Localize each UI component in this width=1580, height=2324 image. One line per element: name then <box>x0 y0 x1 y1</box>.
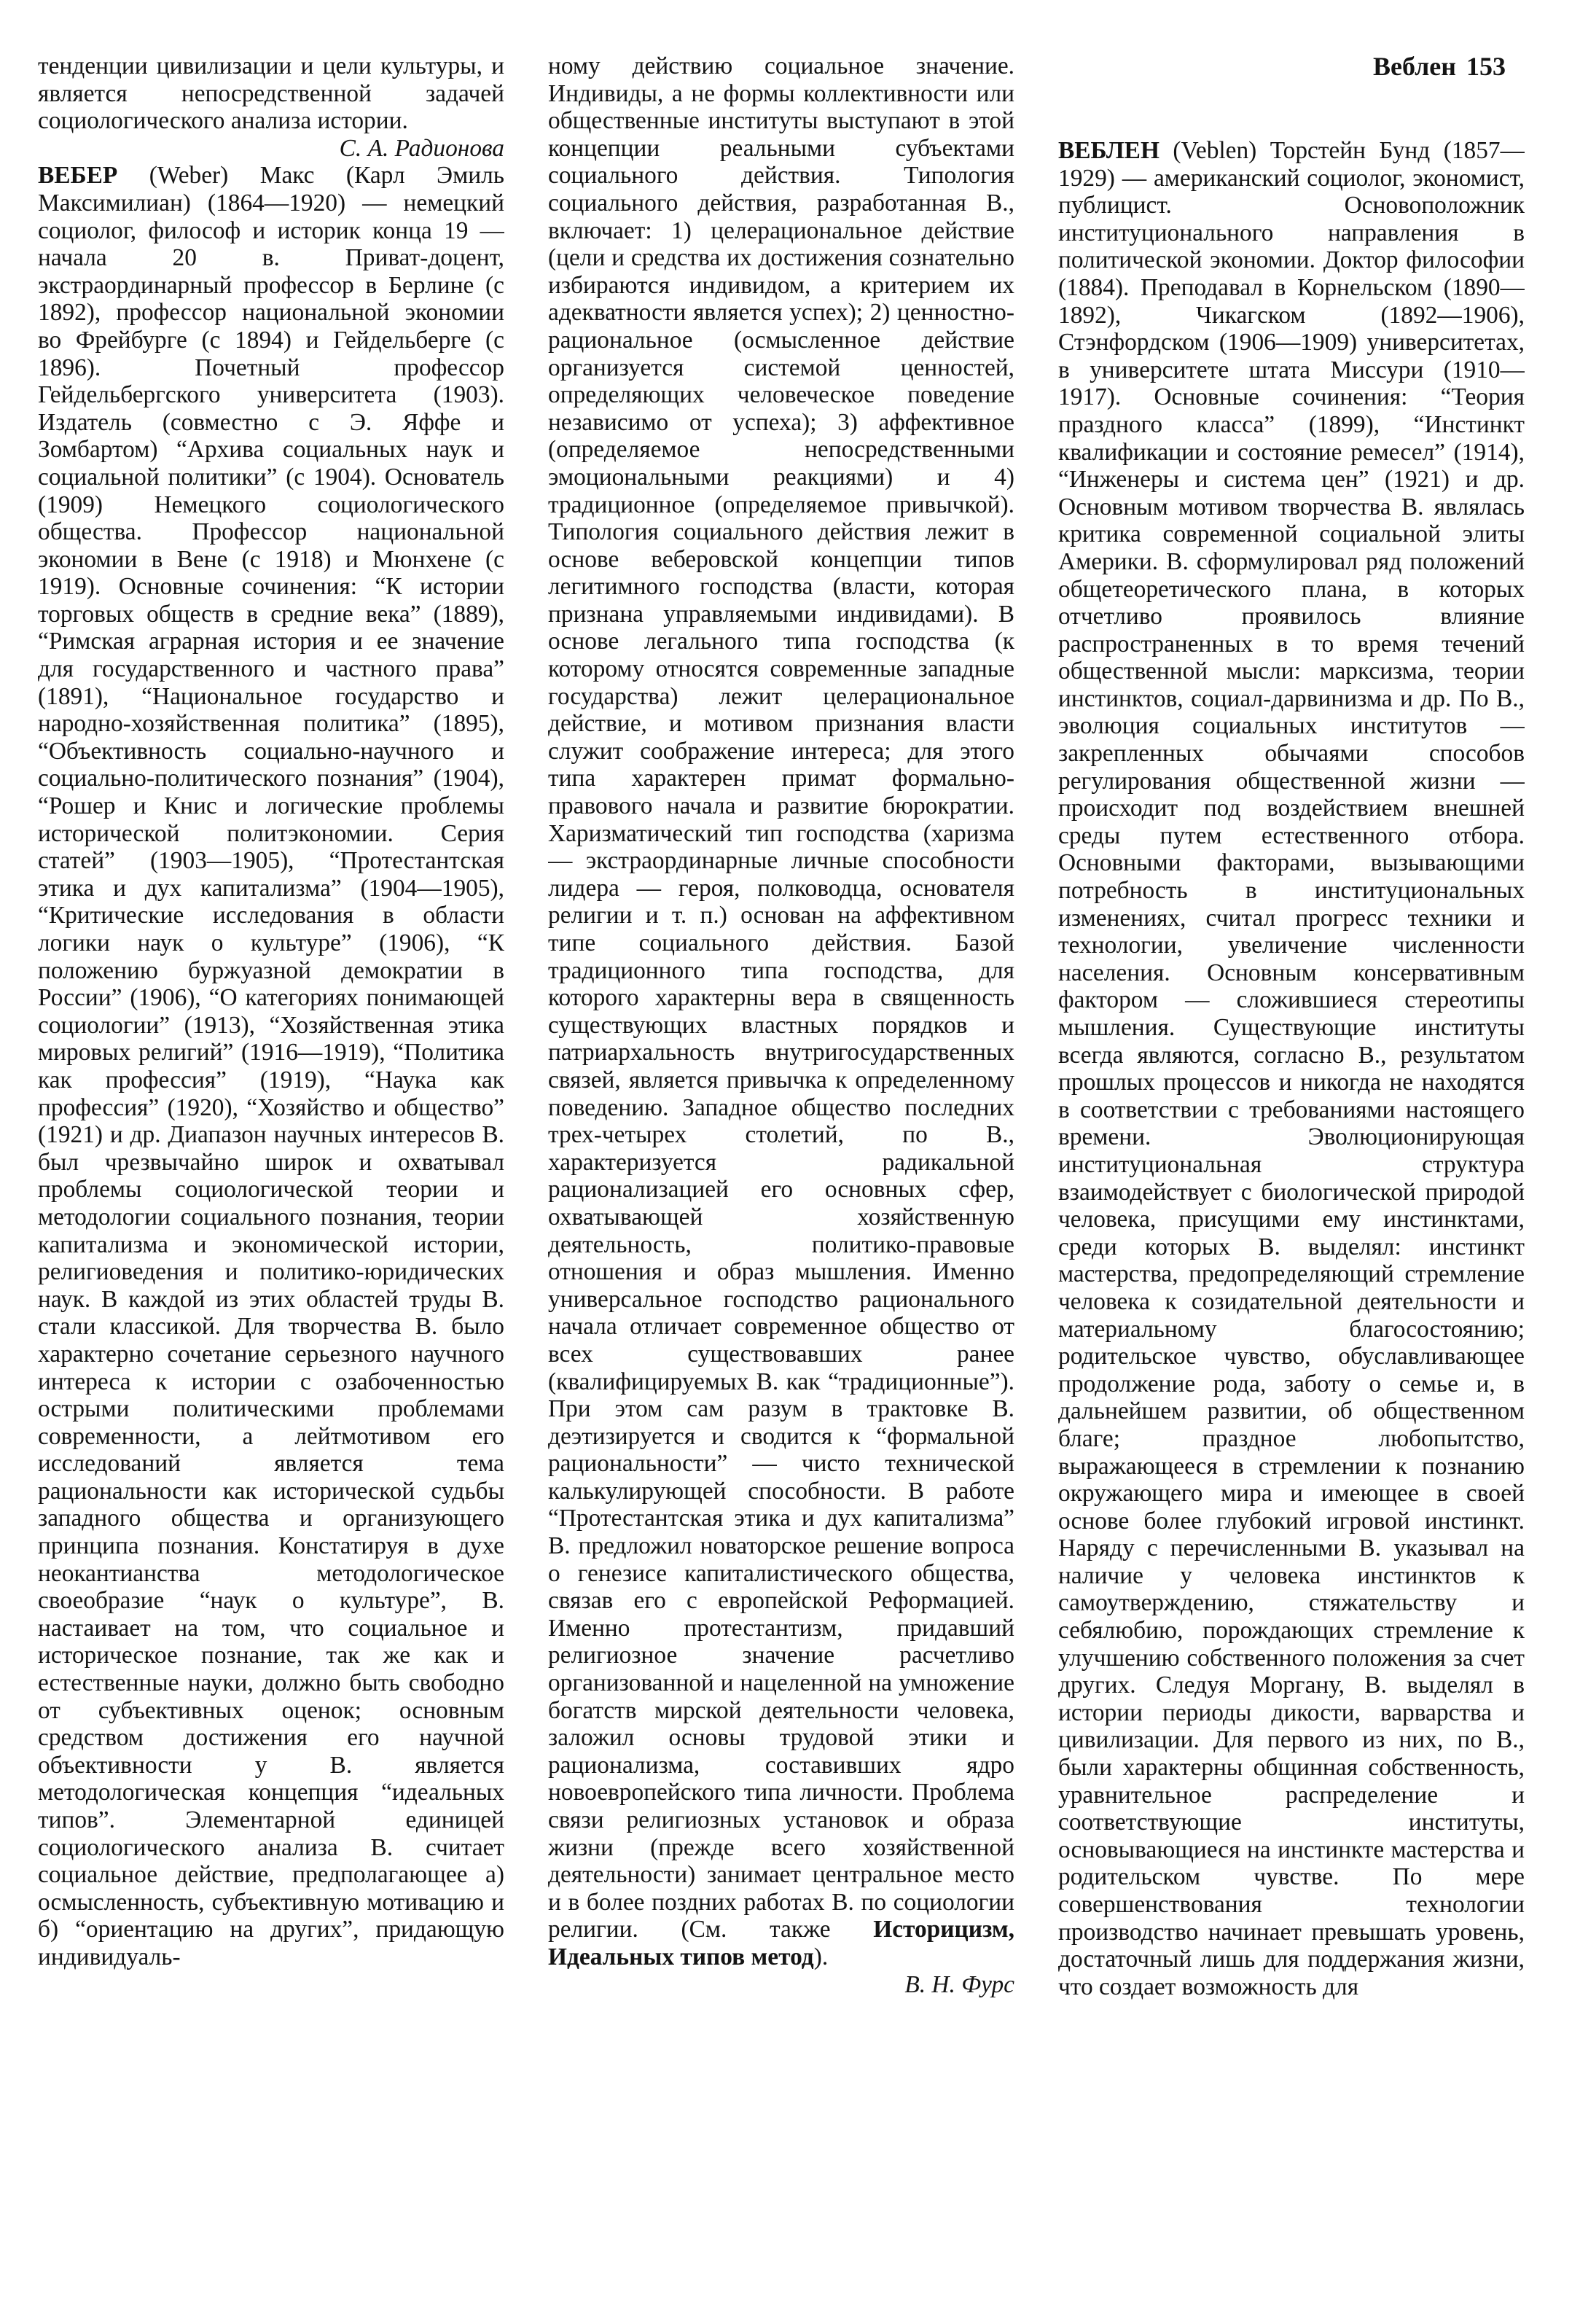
column-middle <box>548 52 1014 2239</box>
running-header-title: Веблен <box>1372 52 1456 81</box>
cross-reference-close: ). <box>813 1943 829 1970</box>
entry-weber <box>38 162 504 1970</box>
entry-weber-latin: (Weber) <box>149 162 229 190</box>
column-right <box>1058 137 1525 2324</box>
entry-veblen-latin: (Veblen) <box>1173 137 1257 164</box>
page-number: 153 <box>1466 52 1506 81</box>
previous-entry-author: С. А. Радионова <box>339 134 504 162</box>
cross-reference: Историцизм, Идеальных типов метод <box>548 1916 1014 1970</box>
entry-veblen-headword: ВЕБЛЕН <box>1058 137 1159 164</box>
running-header <box>1373 51 1506 82</box>
entry-weber-headword: ВЕБЕР <box>38 162 118 190</box>
column-left <box>38 52 504 2239</box>
previous-entry-tail: тенденции цивилизации и цели культуры, и является непосредственной задачей социологического анализа истории. <box>38 52 504 135</box>
entry-weber-continued-body: ному действию социальное значение. Индивиды, а не формы коллективности или общественные институты выступают в этой концепции реальными субъектами социального действия. Типология социального действия, разработанная В., включает: 1) целерациональное действие (цели и средства их достижения сознательно избираются индивидом, а критерием их адекватности является успех); 2) ценностно-рациональное (осмысленное действие организуется системой ценностей, определяющих человеческое поведение независимо от успеха); 3) аффективное (определяемое непосредственными эмоциональными реакциями) и 4) традиционное (определяемое привычкой). Типология социального действия лежит в основе веберовской концепции типов легитимного господства (власти, которая признана управляемыми индивидами). В основе легального типа господства (к которому относятся современные западные государства) лежит целерациональное действие, и мотивом признания власти служит соображение интереса; для этого типа характерен примат формально-правового начала и развитие бюрократии. Харизматический тип господства (харизма — экстраординарные личные способности лидера — героя, полководца, основателя религии и т. п.) основан на аффективном типе социального действия. Базой традиционного типа господства, для которого характерны вера в священность существующих властных порядков и патриархальность внутригосударственных связей, является привычка к определенному поведению. Западное общество последних трех-четырех столетий, по В., характеризуется радикальной рационализацией его основных сфер, охватывающей хозяйственную деятельность, политико-правовые отношения и образ мышления. Именно универсальное господство рационального начала отличает современное общество от всех существовавших ранее (квалифицируемых В. как “традиционные”). При этом сам разум в трактовке В. деэтизируется и сводится к “формальной рациональности” — чисто технической калькулирующей способности. В работе “Протестантская этика и дух капитализма” В. предложил новаторское решение вопроса о генезисе капиталистического общества, связав его с европейской Реформацией. Именно протестантизм, придавший религиозное значение расчетливо организованной и нацеленной на умножение богатств мирской деятельности человека, заложил основы трудовой этики и рационализма, составивших ядро новоевропейского типа личности. Проблема связи религиозных установок и образа жизни (прежде всего хозяйственной деятельности) занимает центральное место и в более поздних работах В. по социологии религии. (См. также <box>548 52 1014 1943</box>
entry-veblen <box>1058 137 1525 2000</box>
entry-veblen-body: Торстейн Бунд (1857—1929) — американский социолог, экономист, публицист. Основоположник институционального направления в политической экономии. Доктор философии (1884). Преподавал в Корнельском (1890—1892), Чикагском (1892—1906), Стэнфордском (1906—1909) университетах, в университете штата Миссури (1910—1917). Основные сочинения: “Теория праздного класса” (1899), “Инстинкт квалификации и состояние ремесел” (1914), “Инженеры и система цен” (1921) и др. Основным мотивом творчества В. являлась критика современной социальной элиты Америки. В. сформулировал ряд положений общетеоретического плана, в которых отчетливо проявилось влияние распространенных в то время течений общественной мысли: марксизма, теории инстинктов, социал-дарвинизма и др. По В., эволюция социальных институтов — закрепленных обычаями способов регулирования общественной жизни — происходит под воздействием внешней среды путем естественного отбора. Основными факторами, вызывающими потребность в институциональных изменениях, считал прогресс техники и технологии, увеличение численности населения. Основным консервативным фактором — сложившиеся стереотипы мышления. Существующие институты всегда являются, согласно В., результатом прошлых процессов и никогда не находятся в соответствии с требованиями настоящего времени. Эволюционирующая институциональная структура взаимодействует с биологической природой человека, присущими ему инстинктами, среди которых В. выделял: инстинкт мастерства, предопределяющий стремление человека к созидательной деятельности и материальному благосостоянию; родительское чувство, обуславливающее продолжение рода, заботу о семье и, в дальнейшем развитии, об общественном благе; праздное любопытство, выражающееся в стремлении к познанию окружающего мира и имеющее в своей основе более глубокий игровой инстинкт. Наряду с перечисленными В. указывал на наличие у человека инстинктов к самоутверждению, стяжательству и себялюбию, порождающих стремление к улучшению собственного положения за счет других. Следуя Моргану, В. выделял в истории периоды дикости, варварства и цивилизации. Для первого из них, по В., были характерны общинная собственность, уравнительное распределение и соответствующие институты, основывающиеся на инстинкте мастерства и родительском чувстве. По мере совершенствования технологии производство начинает превышать уровень, достаточный лишь для поддержания жизни, что создает возможность для <box>1058 137 1525 2000</box>
entry-weber-author: В. Н. Фурс <box>904 1970 1014 1998</box>
entry-weber-continued <box>548 52 1014 1971</box>
entry-weber-body: Макс (Карл Эмиль Максимилиан) (1864—1920) — немецкий социолог, философ и историк конца 19 — начала 20 в. Приват-доцент, экстраординарный профессор в Берлине (с 1892), профессор национальной экономии во Фрейбурге (с 1894) и Гейдельберге (с 1896). Почетный профессор Гейдельбергского университета (1903). Издатель (совместно с Э. Яффе и Зомбартом) “Архива социальных наук и социальной политики” (с 1904). Основатель (1909) Немецкого социологического общества. Профессор национальной экономии в Вене (с 1918) и Мюнхене (с 1919). Основные сочинения: “К истории торговых обществ в средние века” (1889), “Римская аграрная история и ее значение для государственного и частного права” (1891), “Национальное государство и народно-хозяйственная политика” (1895), “Объективность социально-научного и социально-политического познания” (1904), “Рошер и Книс и логические проблемы исторической политэкономии. Серия статей” (1903—1905), “Протестантская этика и дух капитализма” (1904—1905), “Критические исследования в области логики наук о культуре” (1906), “К положению буржуазной демократии в России” (1906), “О категориях понимающей социологии” (1913), “Хозяйственная этика мировых религий” (1916—1919), “Политика как профессия” (1919), “Наука как профессия” (1920), “Хозяйство и общество” (1921) и др. Диапазон научных интересов В. был чрезвычайно широк и охватывал проблемы социологической теории и методологии социального познания, теории капитализма и экономической истории, религиоведения и политико-юридических наук. В каждой из этих областей труды В. стали классикой. Для творчества В. было характерно сочетание серьезного научного интереса к истории с озабоченностью острыми политическими проблемами современности, а лейтмотивом его исследований является тема рациональности как исторической судьбы западного общества и организующего принципа познания. Констатируя в духе неокантианства методологическое своеобразие “наук о культуре”, В. настаивает на том, что социальное и историческое познание, так же как и естественные науки, должно быть свободно от субъективных оценок; основным средством достижения его научной объективности у В. является методологическая концепция “идеальных типов”. Элементарной единицей социологического анализа В. считает социальное действие, предполагающее а) осмысленность, субъективную мотивацию и б) “ориентацию на других”, придающую индивидуаль- <box>38 162 504 1970</box>
